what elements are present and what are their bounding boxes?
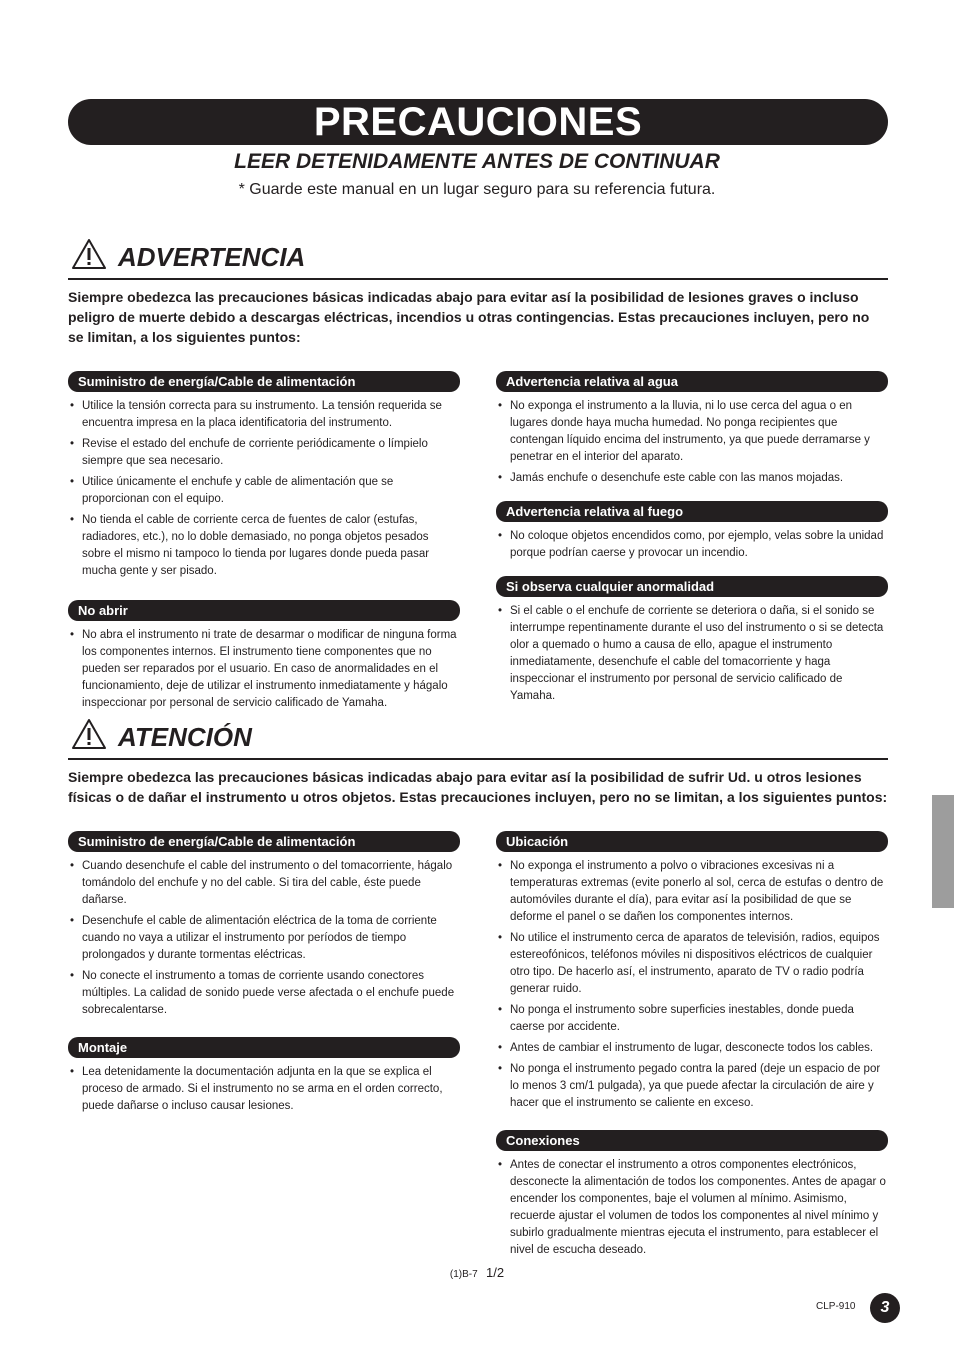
caution-assembly-heading: Montaje [68, 1037, 460, 1058]
caution-triangle-icon [71, 718, 107, 750]
list-item: • Si el cable o el enchufe de corriente se deteriora o daña, si el sonido se interrumpe repentinamente durante el uso del instrumento o si se detecta olor a quemado o humo a causa de ello, apague el instrumento inmediatamente, desenchufe el cable del tomacorriente y haga inspeccionar el instrumento por personal de servicio calificado de Yamaha. [496, 603, 888, 705]
page-title: PRECAUCIONES [313, 99, 643, 144]
caution-assembly-box [68, 1037, 460, 1115]
list-item: • Cuando desenchufe el cable del instrumento o del tomacorriente, hágalo tomándolo del enchufe y no del cable. Si tira del cable, éste puede dañarse. [68, 858, 460, 909]
caution-connections-heading: Conexiones [496, 1130, 888, 1151]
caution-connections-box [496, 1130, 888, 1259]
warning-fire-heading: Advertencia relativa al fuego [496, 501, 888, 522]
document-code: (1)B-7 [449, 1269, 478, 1280]
warning-no-open-heading: No abrir [68, 600, 460, 621]
caution-power-box [68, 831, 460, 1019]
list-item: • Revise el estado del enchufe de corriente periódicamente o límpielo siempre que sea necesario. [68, 436, 460, 470]
list-item: • No conecte el instrumento a tomas de corriente usando conectores múltiples. La calidad de sonido puede verse afectada o el enchufe puede sobrecalentarse. [68, 968, 460, 1019]
storage-note: * Guarde este manual en un lugar seguro para su referencia futura. [238, 181, 716, 198]
list-item: • No abra el instrumento ni trate de desarmar o modificar de ninguna forma los componentes internos. El instrumento tiene componentes que no pueden ser reparados por el usuario. En caso de anormalidades en el funcionamiento, deje de utilizar el instrumento inmediatamente y hágalo inspeccionar por personal de servicio calificado de Yamaha. [68, 627, 460, 712]
caution-intro: Siempre obedezca las precauciones básicas indicadas abajo para evitar así la posibilidad de sufrir Ud. u otros lesiones físicas o de dañar el instrumento u otros objetos. Estas precauciones incluyen, pero no se limitan, a los siguientes puntos: [68, 769, 888, 805]
caution-left-column [68, 831, 460, 1129]
list-item: • No utilice el instrumento cerca de aparatos de televisión, radios, equipos estereofónicos, teléfonos móviles ni dispositivos eléctricos de cualquier otro tipo. De hacerlo así, el instrumento, aparato de TV o radio podría generar ruido. [496, 930, 888, 998]
page-fraction: 1/2 [486, 1265, 505, 1280]
warning-power-box [68, 371, 460, 580]
list-item: • Jamás enchufe o desenchufe este cable con las manos mojadas. [496, 470, 888, 487]
list-item: • Antes de conectar el instrumento a otros componentes electrónicos, desconecte la alimentación de todos los componentes. Antes de apagar o encender los componentes, baje el volumen al mínimo. Asimismo, recuerde ajustar el volumen de todos los componentes al nivel mínimo y subirlo gradualmente mientras ejecuta el instrumento, para establecer el nivel de escucha deseado. [496, 1157, 888, 1259]
warning-abnormality-box [496, 576, 888, 705]
footer-code [0, 1265, 954, 1280]
model-name: CLP-910 [816, 1301, 856, 1312]
list-item: • Antes de cambiar el instrumento de lugar, desconecte todos los cables. [496, 1040, 888, 1057]
caution-section-header [68, 716, 888, 760]
warning-triangle-icon [71, 238, 107, 270]
page-subtitle: LEER DETENIDAMENTE ANTES DE CONTINUAR [234, 150, 720, 173]
side-thumb-tab [932, 795, 954, 908]
caution-right-column [496, 831, 888, 1273]
warning-right-column [496, 371, 888, 719]
list-item: • No coloque objetos encendidos como, por ejemplo, velas sobre la unidad porque podrían caerse y provocar un incendio. [496, 528, 888, 562]
warning-section-header [68, 236, 888, 280]
warning-no-open-box [68, 600, 460, 712]
warning-abnormality-heading: Si observa cualquier anormalidad [496, 576, 888, 597]
caution-title: ATENCIÓN [118, 722, 252, 752]
warning-power-heading: Suministro de energía/Cable de alimentación [68, 371, 460, 392]
caution-power-heading: Suministro de energía/Cable de alimentación [68, 831, 460, 852]
list-item: • No ponga el instrumento sobre superficies inestables, donde pueda caerse por accidente. [496, 1002, 888, 1036]
list-item: • No ponga el instrumento pegado contra la pared (deje un espacio de por lo menos 3 cm/1 pulgada), ya que puede afectar la circulación de aire y hacer que el instrumento se caliente en exceso. [496, 1061, 888, 1112]
warning-intro: Siempre obedezca las precauciones básicas indicadas abajo para evitar así la posibilidad de lesiones graves o incluso peligro de muerte debido a descargas eléctricas, incendios u otras contingencias. Estas precauciones incluyen, pero no se limitan, a los siguientes puntos: [68, 289, 870, 345]
list-item: • Utilice únicamente el enchufe y cable de alimentación que se proporcionan con el equipo. [68, 474, 460, 508]
list-item: • No tienda el cable de corriente cerca de fuentes de calor (estufas, radiadores, etc.), no lo doble demasiado, no ponga objetos pesados sobre el mismo ni tampoco lo tienda por lugares donde pueda pasar mucha gente y ser pisado. [68, 512, 460, 580]
page-number: 3 [870, 1293, 900, 1323]
list-item: • Desenchufe el cable de alimentación eléctrica de la toma de corriente cuando no vaya a utilizar el instrumento por períodos de tiempo prolongados y durante tormentas eléctricas. [68, 913, 460, 964]
warning-left-column [68, 371, 460, 726]
warning-water-box [496, 371, 888, 487]
list-item: • No exponga el instrumento a la lluvia, ni lo use cerca del agua o en lugares donde haya mucha humedad. No ponga recipientes que contengan líquido encima del instrumento, ya que puede derramarse y penetrar en el interior del aparato. [496, 398, 888, 466]
caution-location-box [496, 831, 888, 1112]
caution-location-heading: Ubicación [496, 831, 888, 852]
list-item: • No exponga el instrumento a polvo o vibraciones excesivas ni a temperaturas extremas (evite ponerlo al sol, cerca de estufas o dentro de automóviles durante el día), para evitar así la posibilidad de que se deforme el panel o se dañen los componentes internos. [496, 858, 888, 926]
list-item: • Lea detenidamente la documentación adjunta en la que se explica el proceso de armado. Si el instrumento no se arma en el orden correcto, puede dañarse o incluso causar lesiones. [68, 1064, 460, 1115]
warning-water-heading: Advertencia relativa al agua [496, 371, 888, 392]
page-title-banner [68, 99, 888, 145]
warning-fire-box [496, 501, 888, 562]
list-item: • Utilice la tensión correcta para su instrumento. La tensión requerida se encuentra impresa en la placa identificatoria del instrumento. [68, 398, 460, 432]
warning-title: ADVERTENCIA [118, 242, 306, 272]
